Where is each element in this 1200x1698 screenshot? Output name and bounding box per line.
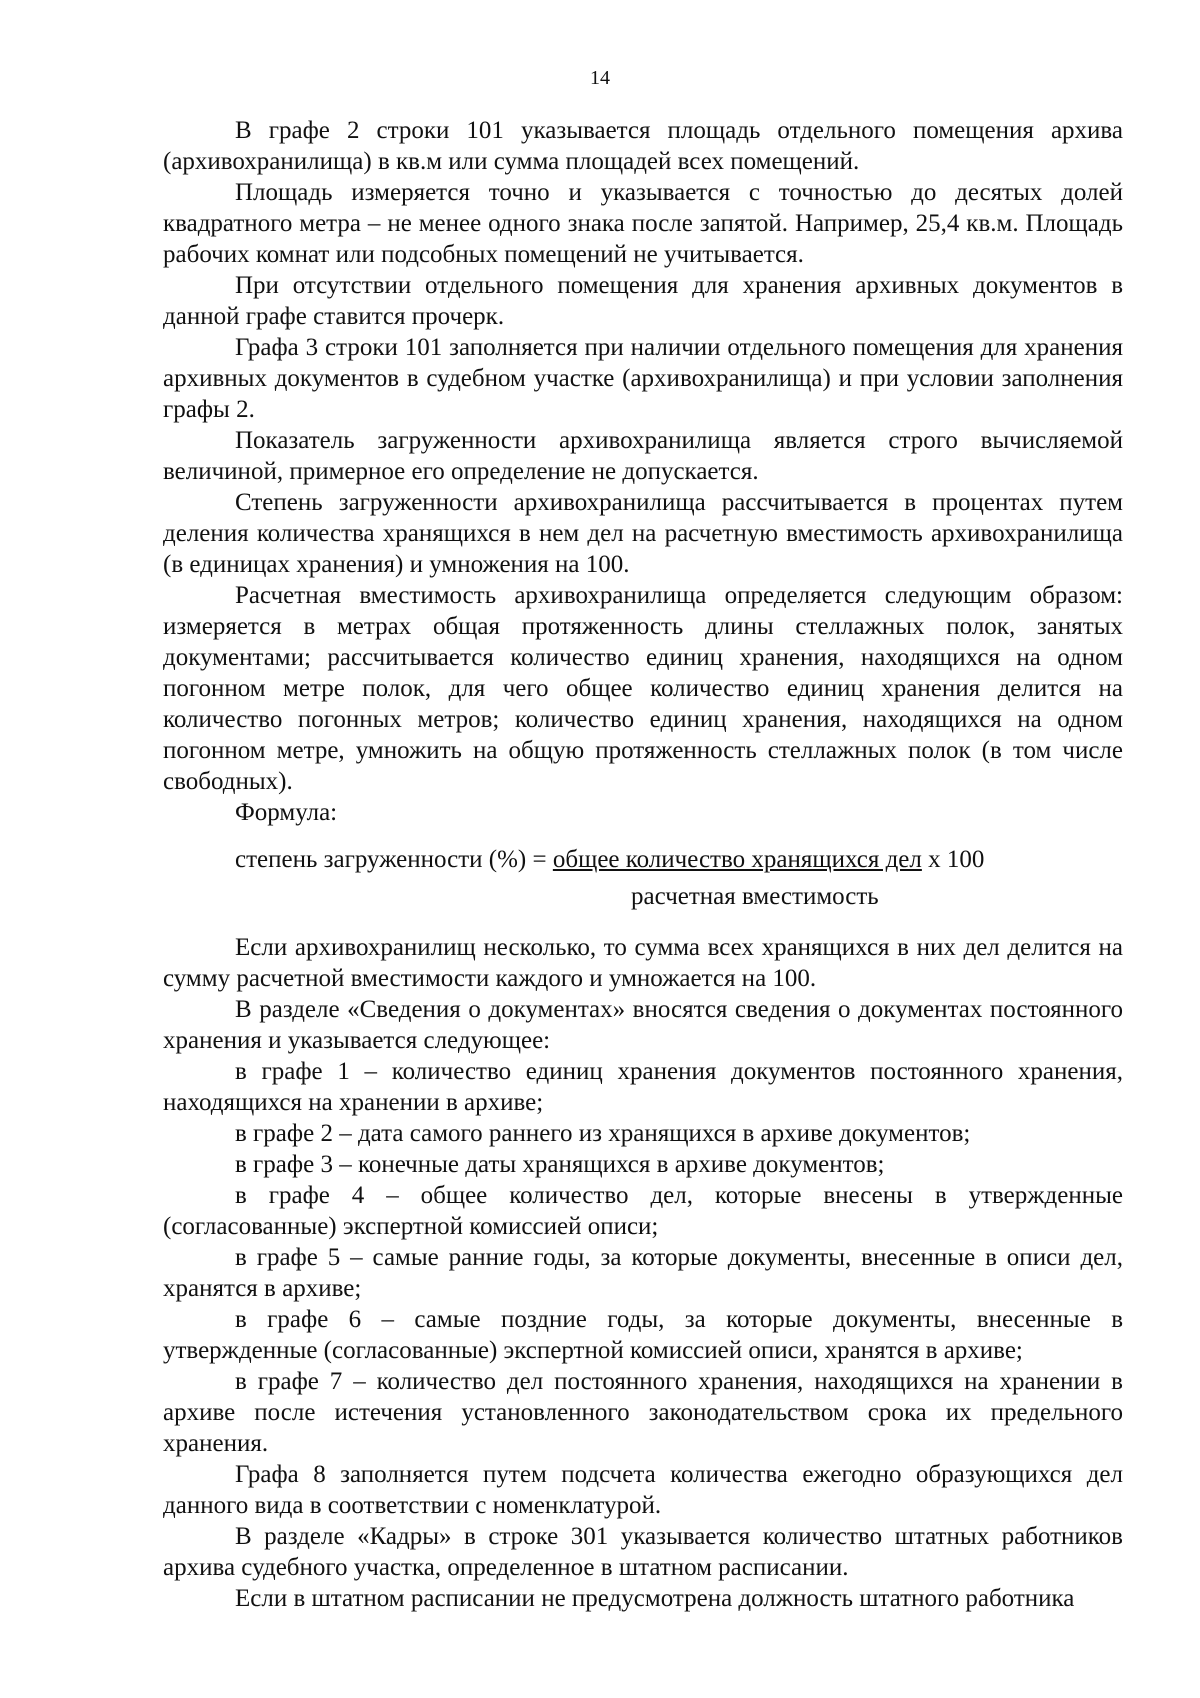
list-item: в графе 6 – самые поздние годы, за которые документы, внесенные в утвержденные (согласованные) экспертной комиссией описи, хранятся в архиве;	[163, 1306, 1123, 1364]
formula-lhs: степень загруженности (%) =	[235, 846, 553, 873]
paragraph: При отсутствии отдельного помещения для хранения архивных документов в данной графе ставится прочерк.	[163, 272, 1123, 330]
list-item: в графе 5 – самые ранние годы, за которые документы, внесенные в описи дел, хранятся в архиве;	[163, 1244, 1123, 1302]
formula-heading: Формула:	[235, 799, 338, 826]
formula-numerator: общее количество хранящихся дел	[552, 846, 922, 873]
paragraph: Если архивохранилищ несколько, то сумма всех хранящихся в них дел делится на сумму расчетной вместимости каждого и умножается на 100.	[163, 934, 1123, 992]
paragraph: В разделе «Кадры» в строке 301 указывается количество штатных работников архива судебного участка, определенное в штатном расписании.	[163, 1523, 1123, 1581]
paragraph: Показатель загруженности архивохранилища является строго вычисляемой величиной, примерное его определение не допускается.	[163, 427, 1123, 485]
paragraph: Площадь измеряется точно и указывается с точностью до десятых долей квадратного метра – не менее одного знака после запятой. Например, 25,4 кв.м. Площадь рабочих комнат или подсобных помещений не учитывается.	[163, 179, 1123, 268]
document-body	[163, 115, 1123, 1614]
page-number: 14	[590, 67, 610, 89]
paragraph: Расчетная вместимость архивохранилища определяется следующим образом: измеряется в метрах общая протяженность длины стеллажных полок, занятых документами; рассчитывается количество единиц хранения, находящихся на одном погонном метре полок, для чего общее количество единиц хранения делится на количество погонных метров; количество единиц хранения, находящихся на одном погонном метре, умножить на общую протяженность стеллажных полок (в том числе свободных).	[163, 582, 1123, 795]
list-item: в графе 7 – количество дел постоянного хранения, находящихся на хранении в архиве после истечения установленного законодательством срока их предельного хранения.	[163, 1368, 1123, 1457]
paragraph: В разделе «Сведения о документах» вносятся сведения о документах постоянного хранения и указывается следующее:	[163, 996, 1123, 1054]
list-item: в графе 4 – общее количество дел, которые внесены в утвержденные (согласованные) экспертной комиссией описи;	[163, 1182, 1123, 1240]
list-item: в графе 2 – дата самого раннего из хранящихся в архиве документов;	[235, 1120, 971, 1147]
formula	[163, 844, 1123, 912]
paragraph: Графа 3 строки 101 заполняется при наличии отдельного помещения для хранения архивных документов в судебном участке (архивохранилища) и при условии заполнения графы 2.	[163, 334, 1123, 423]
paragraph: В графе 2 строки 101 указывается площадь отдельного помещения архива (архивохранилища) в кв.м или сумма площадей всех помещений.	[163, 117, 1123, 175]
formula-line	[163, 844, 1123, 875]
formula-denominator: расчетная вместимость	[631, 883, 879, 910]
formula-multiplier: х 100	[921, 846, 985, 873]
paragraph: Если в штатном расписании не предусмотрена должность штатного работника	[235, 1585, 1075, 1612]
paragraph: Графа 8 заполняется путем подсчета количества ежегодно образующихся дел данного вида в соответствии с номенклатурой.	[163, 1461, 1123, 1519]
list-item: в графе 3 – конечные даты хранящихся в архиве документов;	[235, 1151, 885, 1178]
paragraph: Степень загруженности архивохранилища рассчитывается в процентах путем деления количества хранящихся в нем дел на расчетную вместимость архивохранилища (в единицах хранения) и умножения на 100.	[163, 489, 1123, 578]
list-item: в графе 1 – количество единиц хранения документов постоянного хранения, находящихся на хранении в архиве;	[163, 1058, 1123, 1116]
